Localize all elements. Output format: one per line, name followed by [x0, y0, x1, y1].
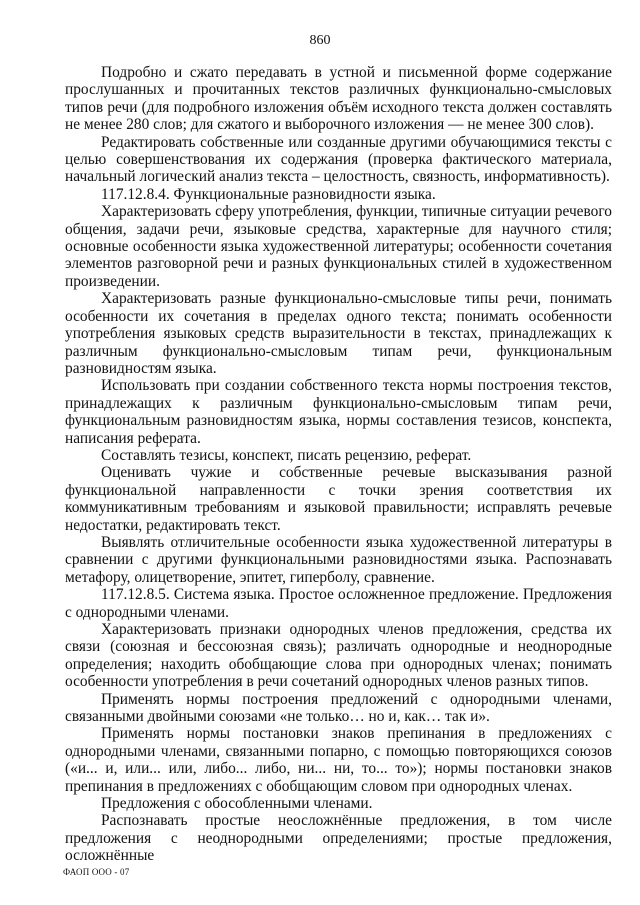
paragraph: Выявлять отличительные особенности языка художественной литературы в сравнении с другими функциональными разновидностями языка. Распознавать метафору, олицетворение, эпитет, гиперболу, сравнение.	[65, 533, 612, 586]
section-heading: 117.12.8.4. Функциональные разновидности языка.	[101, 185, 436, 203]
paragraph: Характеризовать признаки однородных членов предложения, средства их связи (союзная и бессоюзная связь); различать однородные и неоднородные определения; находить обобщающие слова при однородных членах; понимать особенности употребления в речи сочетаний однородных членов разных типов.	[65, 621, 612, 691]
paragraph: Оценивать чужие и собственные речевые высказывания разной функциональной направленности с точки зрения соответствия их коммуникативным требованиям и языковой правильности; исправлять речевые недостатки, редактировать текст.	[65, 464, 612, 534]
paragraph: Характеризовать сферу употребления, функции, типичные ситуации речевого общения, задачи речи, языковые средства, характерные для научного стиля; основные особенности языка художественной литературы; особенности сочетания элементов разговорной речи и разных функциональных стилей в художественном произведении.	[65, 203, 612, 290]
paragraph: Редактировать собственные или созданные другими обучающимися тексты с целью совершенствования их содержания (проверка фактического материала, начальный логический анализ текста – целостность, связность, информативность).	[65, 133, 612, 186]
paragraph: Применять нормы построения предложений с однородными членами, связанными двойными союзами «не только… но и, как… так и».	[65, 690, 612, 726]
paragraph: Распознавать простые неосложнённые предложения, в том числе предложения с неоднородными определениями; простые предложения, осложнённые	[65, 812, 612, 865]
document-body	[65, 64, 612, 865]
section-heading: 117.12.8.5. Система языка. Простое осложненное предложение. Предложения с однородными членами.	[65, 586, 612, 621]
paragraph: Использовать при создании собственного текста нормы построения текстов, принадлежащих к различным функционально-смысловым типам речи, функциональным разновидностям языка, нормы составления тезисов, конспекта, написания реферата.	[65, 377, 612, 447]
paragraph: Предложения с обособленными членами.	[101, 795, 373, 813]
paragraph: Характеризовать разные функционально-смысловые типы речи, понимать особенности их сочетания в пределах одного текста; понимать особенности употребления языковых средств выразительности в текстах, принадлежащих к различным функционально-смысловым типам речи, функциональным разновидностям языка.	[65, 290, 612, 377]
paragraph: Применять нормы постановки знаков препинания в предложениях с однородными членами, связанными попарно, с помощью повторяющихся союзов («и... и, или... или, либо... либо, ни... ни, то... то»); нормы постановки знаков препинания в предложениях с обобщающим словом при однородных членах.	[65, 725, 612, 795]
page-number: 860	[309, 33, 331, 48]
paragraph: Составлять тезисы, конспект, писать рецензию, реферат.	[101, 446, 472, 464]
paragraph: Подробно и сжато передавать в устной и письменной форме содержание прослушанных и прочитанных текстов различных функционально-смысловых типов речи (для подробного изложения объём исходного текста должен составлять не менее 280 слов; для сжатого и выборочного изложения — не менее 300 слов).	[65, 64, 612, 134]
document-footer: ФАОП ООО - 07	[63, 867, 130, 877]
